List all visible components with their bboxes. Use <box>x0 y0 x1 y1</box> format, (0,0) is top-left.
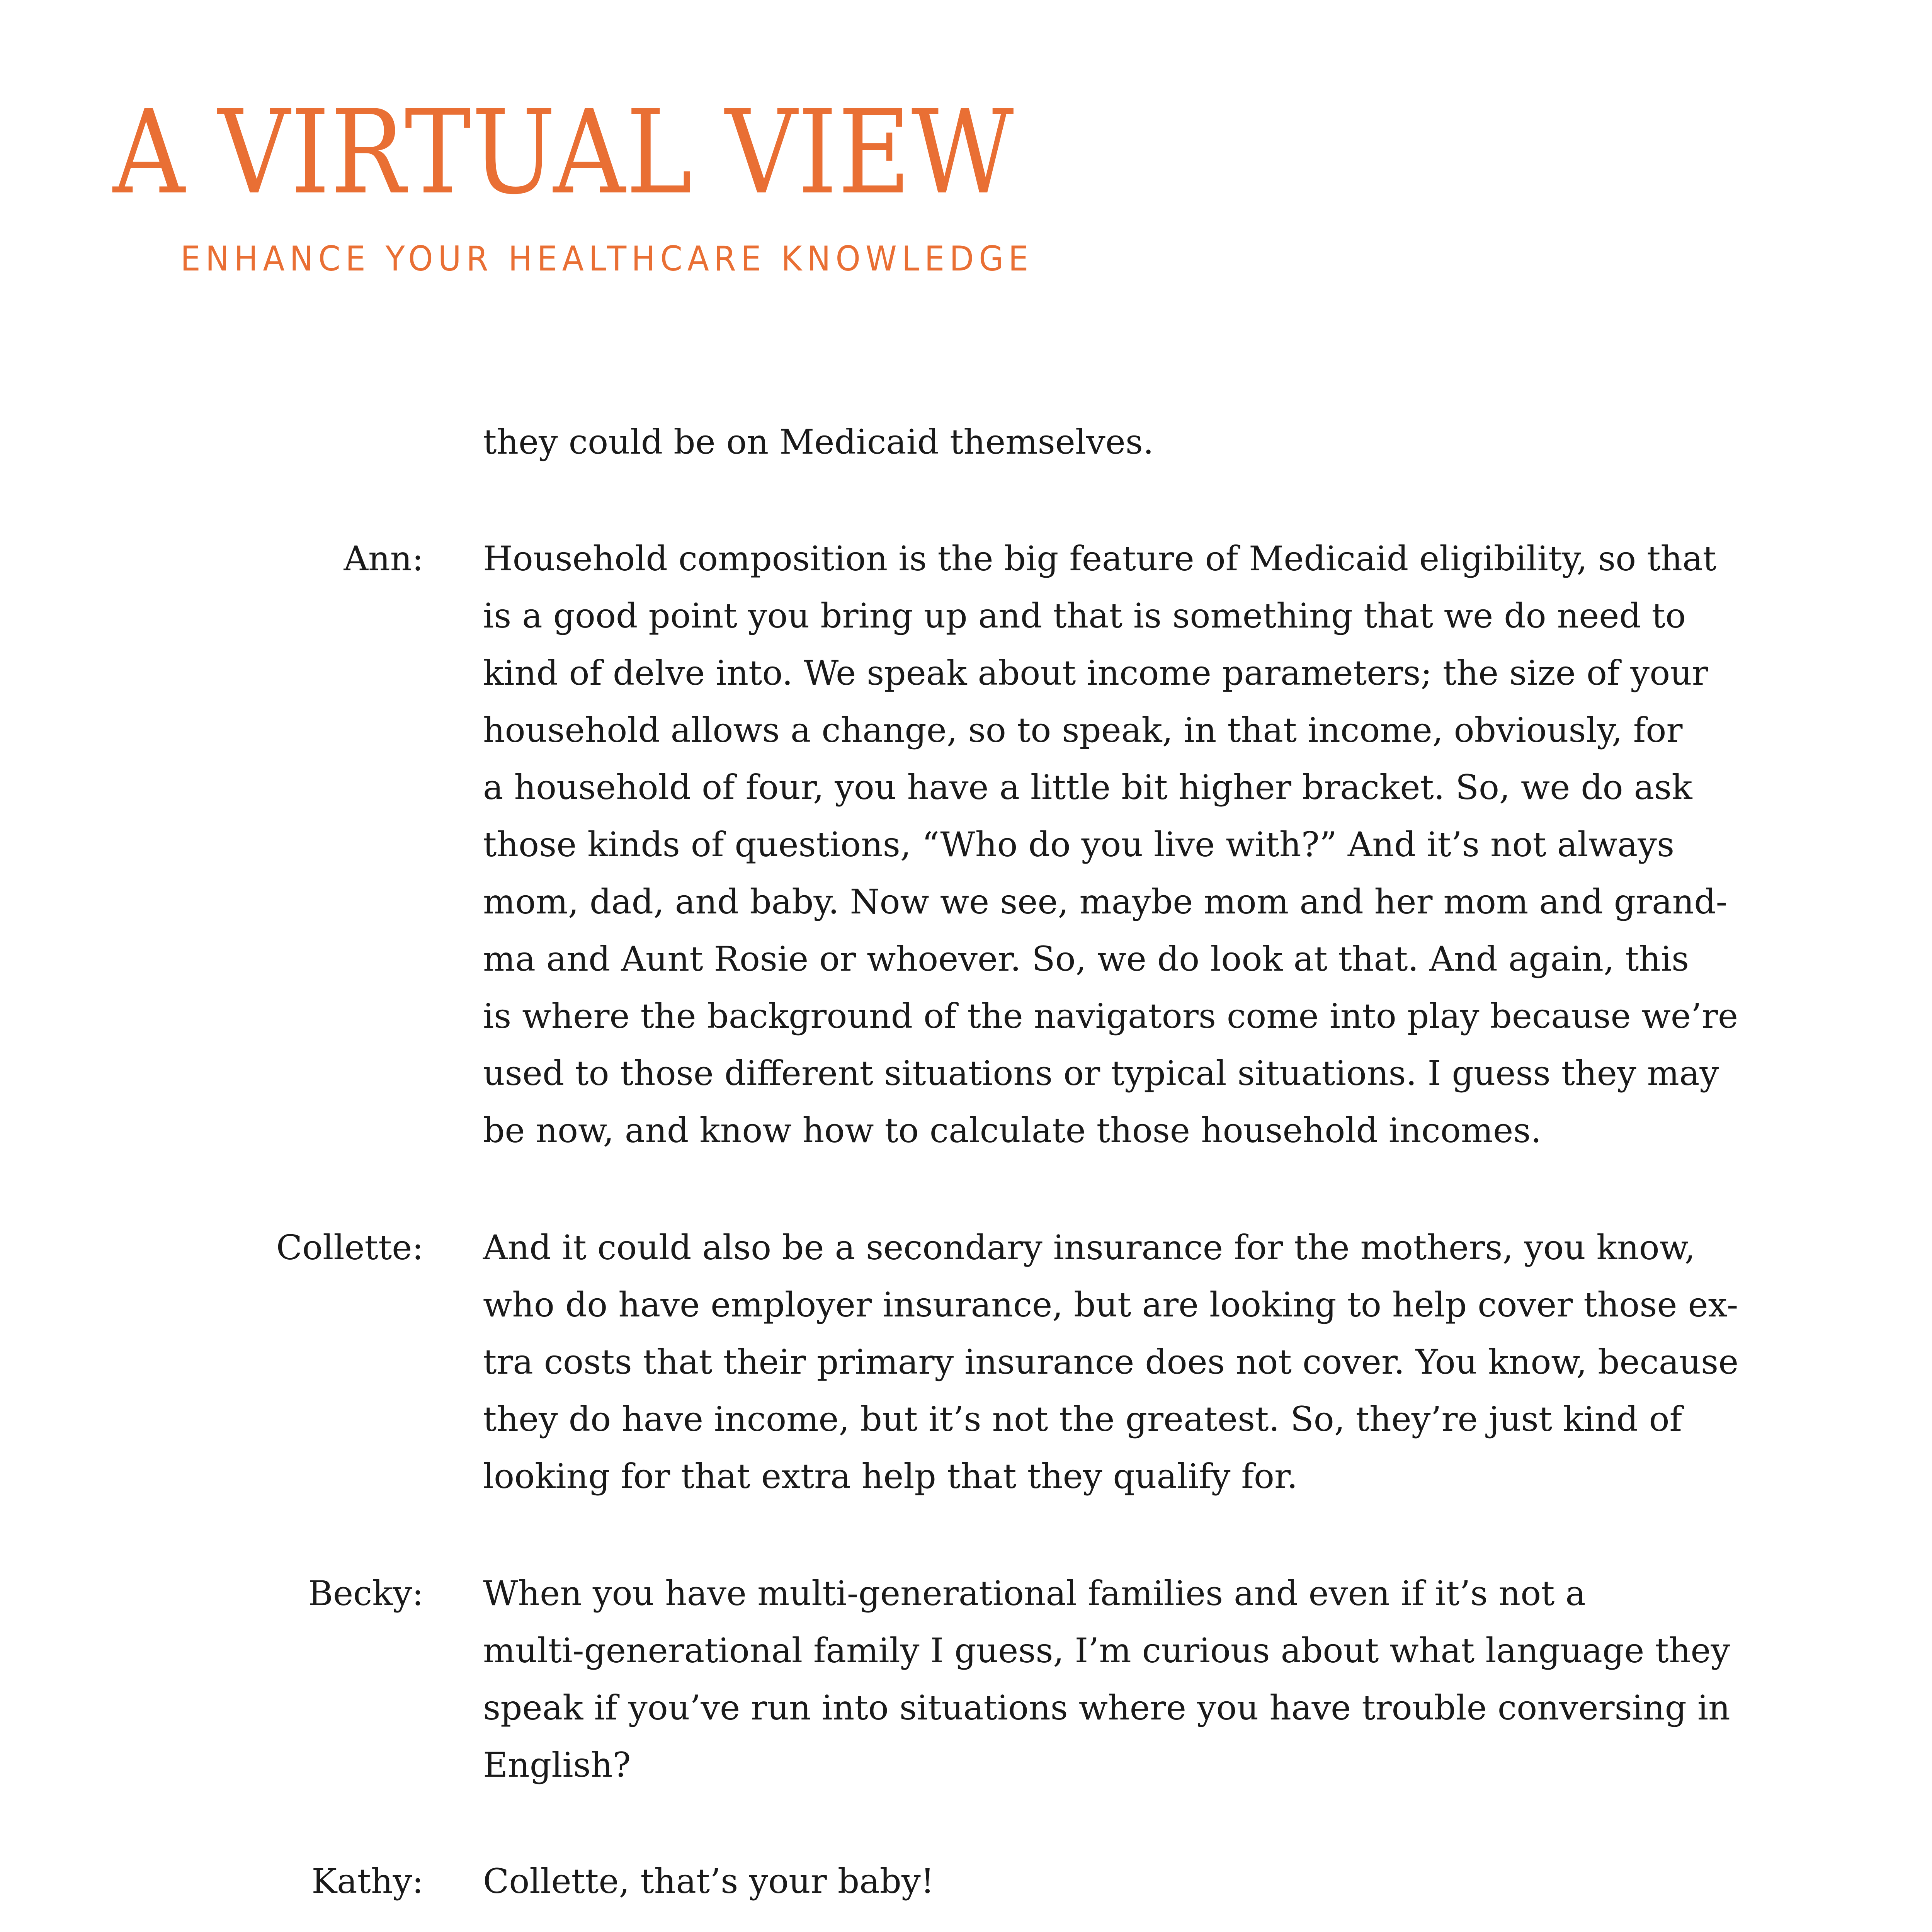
text-line: a household of four, you have a little bit higher bracket. So, we do ask <box>483 767 1692 807</box>
text-line: kind of delve into. We speak about income parameters; the size of your <box>483 653 1708 693</box>
entry-text <box>483 530 1797 1159</box>
text-line: is a good point you bring up and that is something that we do need to <box>483 596 1686 636</box>
text-line: mom, dad, and baby. Now we see, maybe mom and her mom and grand- <box>483 882 1728 922</box>
text-line: ma and Aunt Rosie or whoever. So, we do look at that. And again, this <box>483 939 1689 979</box>
text-line: When you have multi-generational families and even if it’s not a <box>483 1573 1586 1613</box>
text-line: used to those different situations or typical situations. I guess they may <box>483 1053 1719 1093</box>
entry-text <box>483 413 1797 471</box>
text-line: And it could also be a secondary insurance for the mothers, you know, <box>483 1228 1696 1267</box>
text-line: looking for that extra help that they qualify for. <box>483 1456 1298 1496</box>
text-line: they do have income, but it’s not the greatest. So, they’re just kind of <box>483 1399 1682 1439</box>
text-line: household allows a change, so to speak, in that income, obviously, for <box>483 710 1683 750</box>
speaker-label: Becky: <box>308 1573 423 1613</box>
entry-text <box>483 1853 1797 1910</box>
text-line: English? <box>483 1745 631 1785</box>
text-line: is where the background of the navigators come into play because we’re <box>483 996 1738 1036</box>
text-line: who do have employer insurance, but are looking to help cover those ex- <box>483 1285 1738 1325</box>
speaker-label: Ann: <box>344 539 423 578</box>
text-line: Collette, that’s your baby! <box>483 1861 935 1901</box>
text-line: Household composition is the big feature of Medicaid eligibility, so that <box>483 539 1716 578</box>
text-line: be now, and know how to calculate those household incomes. <box>483 1111 1542 1150</box>
entry-text <box>483 1219 1797 1505</box>
page-title: A VIRTUAL VIEW <box>113 85 1015 220</box>
text-line: tra costs that their primary insurance does not cover. You know, because <box>483 1342 1739 1382</box>
speaker-label: Collette: <box>276 1228 423 1267</box>
text-line: they could be on Medicaid themselves. <box>483 422 1154 462</box>
text-line: multi-generational family I guess, I’m curious about what language they <box>483 1631 1730 1670</box>
page-subtitle: ENHANCE YOUR HEALTHCARE KNOWLEDGE <box>180 239 1034 279</box>
entry-text <box>483 1565 1797 1794</box>
speaker-label: Kathy: <box>311 1861 423 1901</box>
text-line: speak if you’ve run into situations where you have trouble conversing in <box>483 1688 1730 1728</box>
text-line: those kinds of questions, “Who do you live with?” And it’s not always <box>483 825 1675 864</box>
